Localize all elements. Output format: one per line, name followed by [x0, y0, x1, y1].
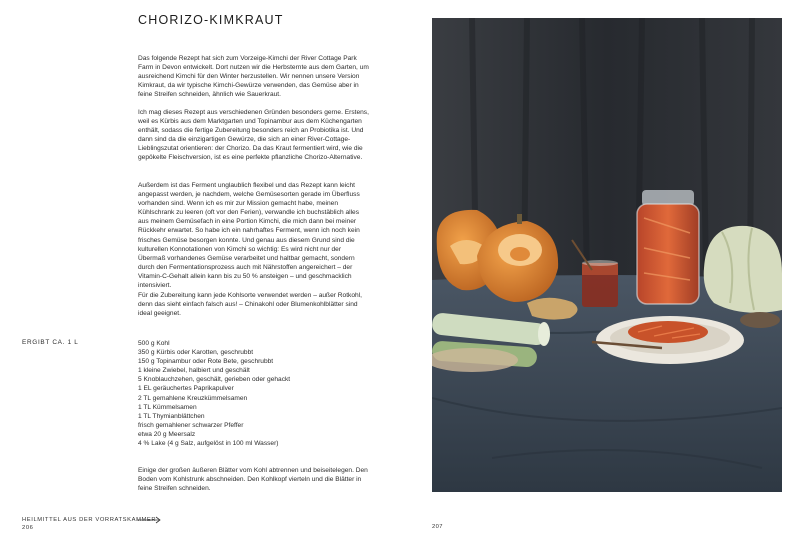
chapter-name: HEILMITTEL AUS DER VORRATSKAMMER — [22, 517, 157, 523]
ingredient-item: etwa 20 g Meersalz — [138, 430, 196, 438]
page-number-right: 207 — [432, 524, 443, 530]
ingredient-item: 1 TL Kümmelsamen — [138, 403, 197, 411]
ingredient-item: 4 % Lake (4 g Salz, aufgelöst in 100 ml Wasser) — [138, 440, 279, 448]
ingredient-item: 5 Knoblauchzehen, geschält, gerieben oder gehackt — [138, 376, 291, 384]
ingredient-item: 1 EL geräuchertes Paprikapulver — [138, 385, 234, 393]
method-paragraph: Einige der großen äußeren Blätter vom Kohl abtrennen und beiseitelegen. Den Boden vom Kohlstrunk abschneiden. Den Kohlkopf vierteln und die Blätter in feine Streifen schneiden. — [138, 467, 368, 493]
ingredient-item: 500 g Kohl — [138, 340, 170, 347]
arrow-right-icon — [136, 516, 162, 524]
ingredient-item: 2 TL gemahlene Kreuzkümmelsamen — [138, 394, 248, 402]
ingredient-item: 150 g Topinambur oder Rote Bete, geschrubbt — [138, 358, 274, 366]
ingredient-item: 1 kleine Zwiebel, halbiert und geschält — [138, 367, 250, 375]
yield-label: ERGIBT CA. 1 L — [22, 339, 79, 346]
recipe-title: CHORIZO-KIMKRAUT — [138, 13, 284, 27]
intro-paragraph-2: Ich mag dieses Rezept aus verschiedenen Gründen besonders gerne. Erstens, weil es Kürbis aus dem Marktgarten und Topinambur aus dem Küchengarten enthält, sodass die fertige Zubereitung besonders reich an Probiotika ist. Und dann sind da die einzigartigen Gewürze, die sich an einer River-Cottage-Lieblingszutat orientieren: der Chorizo. Da das Kraut fermentiert wird, wie die gepökelte Fleischversion, ist es eine perfekte pflanzliche Chorizo-Alternative. — [138, 109, 369, 162]
ingredient-list — [138, 339, 370, 448]
page-number-left: 206 — [22, 525, 34, 531]
intro-paragraph-1: Das folgende Rezept hat sich zum Vorzeige-Kimchi der River Cottage Park Farm in Devon entwickelt. Dort nutzen wir die Herbsternte aus dem Garten, um ausreichend Kimchi für den Winter herzustellen. Wir nennen unsere Version Kimkraut, da wir typische Kimchi-Gewürze verwenden, das Gemüse aber in feine Streifen schneiden, ähnlich wie Sauerkraut. — [138, 55, 369, 99]
photo-illustration — [432, 18, 782, 492]
food-photo — [432, 18, 782, 492]
ingredient-item: 1 TL Thymianblättchen — [138, 412, 205, 420]
ingredient-item: frisch gemahlener schwarzer Pfeffer — [138, 421, 244, 429]
intro-paragraph-4: Für die Zubereitung kann jede Kohlsorte verwendet werden – außer Rotkohl, denn das sieht einfach falsch aus! – Chinakohl oder Blumenkohlblätter sind ideal geeignet. — [138, 292, 362, 318]
ingredient-item: 350 g Kürbis oder Karotten, geschrubbt — [138, 349, 254, 357]
intro-paragraph-3: Außerdem ist das Ferment unglaublich flexibel und das Rezept kann leicht angepasst werden, je nachdem, welche Gemüsesorten gerade im Überfluss vorhanden sind. Wenn ich es mir zur Mission gemacht habe, meinen Kühlschrank zu leeren (oft vor den Ferien), verwandle ich buchstäblich alles aus meinem Gemüsefach in eine Portion Kimchi, die mich dann bei meiner Rückkehr erwartet. So habe ich ein nahrhaftes Ferment, wenn ich noch kein frisches Gemüse besorgen konnte. Und genau aus diesem Grund sind die kulturellen Konnotationen von Kimchi so wichtig: Es wird nicht nur der Übermaß vorhandenes Gemüse verarbeitet und haltbar gemacht, sondern durch den Fermentationsprozess auch mit Nährstoffen angereichert – der Vitamin-C-Gehalt allein kann bis zu 50 % ansteigen – und geschmacklich intensiviert. — [138, 182, 360, 290]
